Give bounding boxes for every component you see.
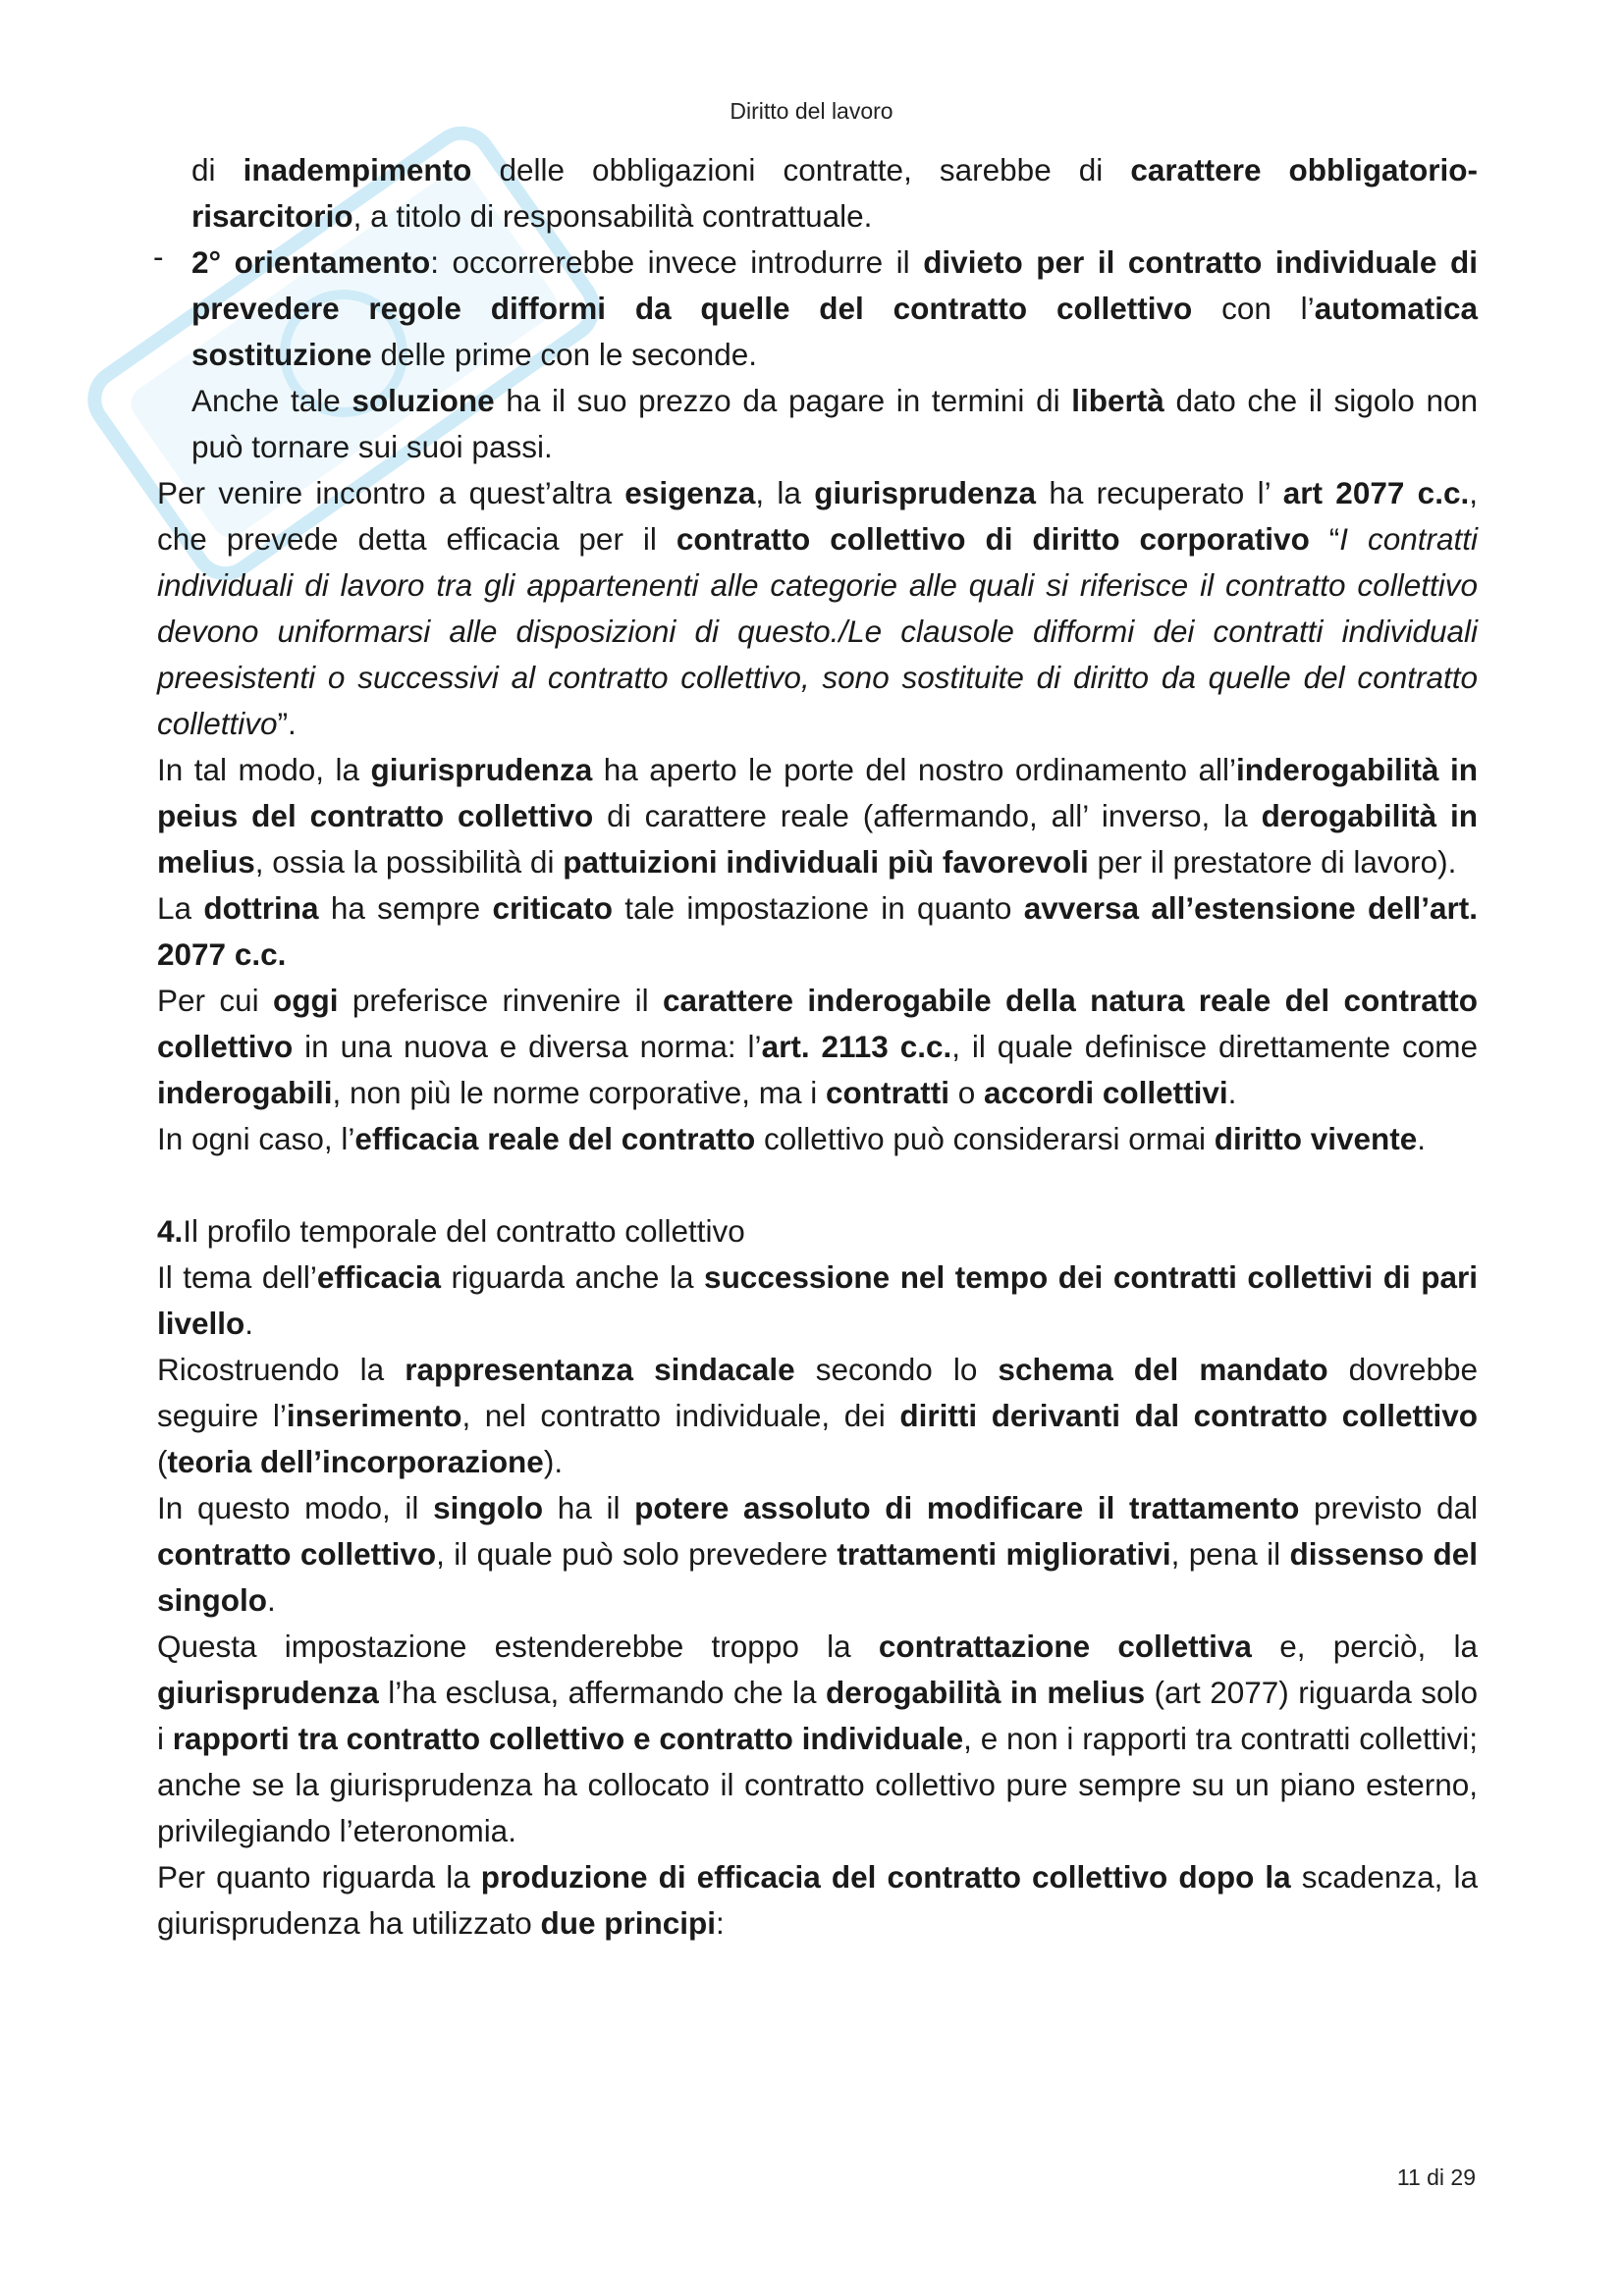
paragraph-art-2113: Per cui oggi preferisce rinvenire il carattere inderogabile della natura reale del contratto collettivo in una nuova e diversa norma: l’art. 2113 c.c., il quale definisce direttamente come inderogabili, non più le norme corporative, ma i contratti o accordi collettivi. (157, 983, 1479, 1110)
bullet-second-orientation: - 2° orientamento: occorrerebbe invece introdurre il divieto per il contratto individuale di prevedere regole difformi da quelle del contratto collettivo con l’automatica sostituzione delle prime con le seconde. (157, 240, 1478, 378)
paragraph-successione: Il tema dell’efficacia riguarda anche la successione nel tempo dei contratti collettivi di pari livello. (157, 1259, 1478, 1341)
paragraph-contrattazione: Questa impostazione estenderebbe troppo la contrattazione collettiva e, perciò, la giurisprudenza l’ha esclusa, affermando che la derogabilità in melius (art 2077) riguarda solo i rapporti tra contratto collettivo e contratto individuale, e non i rapporti tra contratti collettivi; anche se la giurisprudenza ha collocato il contratto collettivo pure sempre su un piano esterno, privilegiando l’eteronomia. (157, 1629, 1479, 1848)
paragraph-scadenza: Per quanto riguarda la produzione di efficacia del contratto collettivo dopo la scadenza, la giurisprudenza ha utilizzato due principi: (157, 1859, 1478, 1941)
page-number: 11 di 29 (1396, 2164, 1476, 2190)
page-body (157, 147, 1478, 1947)
paragraph-diritto-vivente: In ogni caso, l’efficacia reale del contratto collettivo può considerarsi ormai diritto vivente. (157, 1121, 1427, 1156)
section-heading (157, 1208, 1478, 1255)
paragraph-rappresentanza: Ricostruendo la rappresentanza sindacale secondo lo schema del mandato dovrebbe seguire l’inserimento, nel contratto individuale, dei diritti derivanti dal contratto collettivo (teoria dell’incorporazione). (157, 1352, 1479, 1479)
paragraph-gap (157, 1162, 1478, 1208)
section-title: Il profilo temporale del contratto collettivo (183, 1213, 745, 1249)
section-number: 4. (157, 1213, 184, 1249)
paragraph-bullet-continuation: Anche tale soluzione ha il suo prezzo da pagare in termini di libertà dato che il sigolo non può tornare sui suoi passi. (191, 383, 1479, 464)
running-header: Diritto del lavoro (730, 98, 893, 124)
paragraph-art-2077: Per venire incontro a quest’altra esigenza, la giurisprudenza ha recuperato l’ art 2077 c.c., che prevede detta efficacia per il contratto collettivo di diritto corporativo “I contratti individuali di lavoro tra gli appartenenti alle categorie alle quali si riferisce il contratto collettivo devono uniformarsi alle disposizioni di questo./Le clausole difformi dei contratti individuali preesistenti o successivi al contratto collettivo, sono sostituite di diritto da quelle del contratto collettivo”. (157, 475, 1479, 741)
paragraph-singolo: In questo modo, il singolo ha il potere assoluto di modificare il trattamento previsto dal contratto collettivo, il quale può solo prevedere trattamenti migliorativi, pena il dissenso del singolo. (157, 1490, 1478, 1618)
paragraph-dottrina: La dottrina ha sempre criticato tale impostazione in quanto avversa all’estensione dell’art. 2077 c.c. (157, 890, 1478, 972)
paragraph-inderogabilita: In tal modo, la giurisprudenza ha aperto le porte del nostro ordinamento all’inderogabilità in peius del contratto collettivo di carattere reale (affermando, all’ inverso, la derogabilità in melius, ossia la possibilità di pattuizioni individuali più favorevoli per il prestatore di lavoro). (157, 752, 1478, 880)
paragraph-continuation: di inadempimento delle obbligazioni contratte, sarebbe di carattere obbligatorio-risarcitorio, a titolo di responsabilità contrattuale. (191, 152, 1478, 234)
